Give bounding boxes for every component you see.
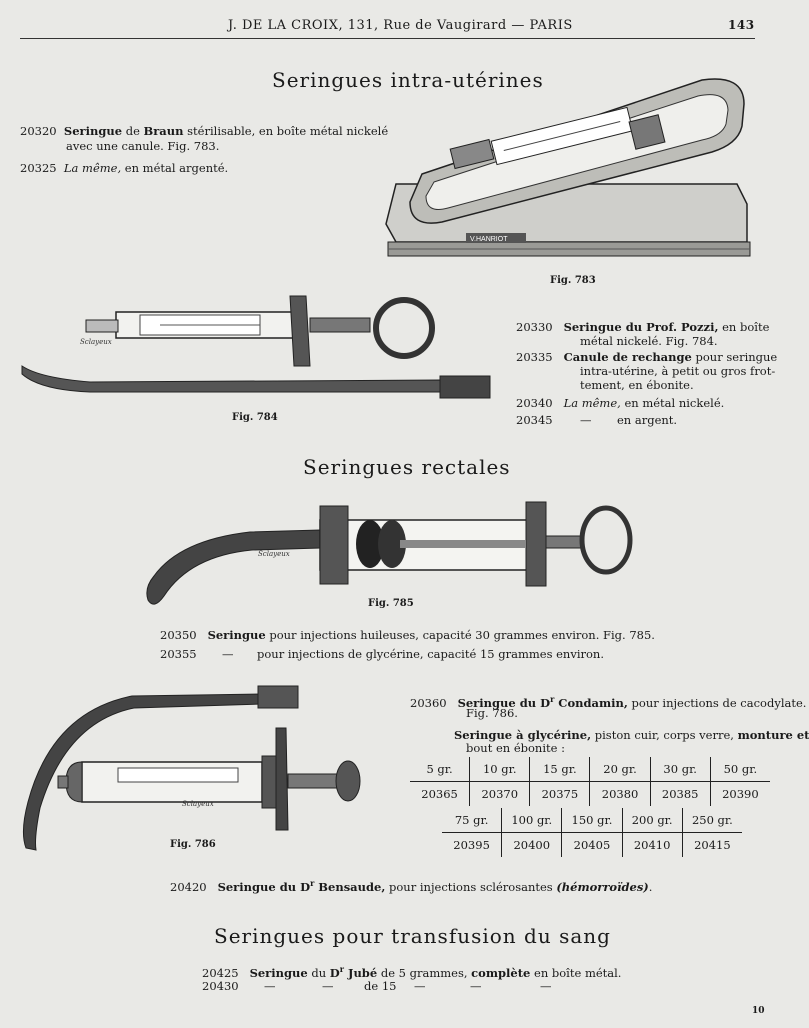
code-cell: 20385	[650, 782, 710, 807]
item-20360-line2: Fig. 786.	[466, 706, 518, 720]
size-cell: 150 gr.	[562, 808, 622, 833]
item-code: 20320	[20, 124, 57, 138]
item-code: 20420	[170, 879, 207, 894]
item-20335-line2: intra-utérine, à petit ou gros frot-	[580, 364, 776, 378]
table-row	[442, 808, 742, 833]
item-text: de	[122, 124, 144, 138]
code-cell: 20405	[562, 833, 622, 858]
item-text: pour injections sclérosantes	[385, 879, 557, 894]
item-label: D	[329, 965, 340, 980]
item-20345-dash: —	[580, 413, 592, 427]
size-cell: 200 gr.	[622, 808, 682, 833]
figure-784-illustration	[20, 288, 494, 408]
size-cell: 100 gr.	[502, 808, 562, 833]
figure-786-caption: Fig. 786	[170, 839, 216, 850]
item-label: Canule de rechange	[563, 350, 692, 364]
item-label: Seringue	[63, 124, 123, 138]
header-rule	[20, 38, 755, 39]
item-label: Seringue du Prof. Pozzi,	[563, 320, 719, 334]
item-20335	[516, 350, 777, 365]
item-code: 20350	[160, 628, 197, 642]
table-row	[442, 833, 742, 858]
page-number: 143	[728, 18, 755, 32]
table-row	[410, 782, 770, 807]
item-20320-line2: avec une canule. Fig. 783.	[66, 139, 220, 153]
code-cell: 20375	[530, 782, 590, 807]
size-cell: 30 gr.	[650, 757, 710, 782]
item-label: Braun	[143, 124, 184, 138]
section-title-rectales: Seringues rectales	[303, 455, 511, 479]
item-20430-text: de 15	[364, 979, 397, 993]
code-cell: 20365	[421, 787, 458, 801]
item-20350	[160, 628, 655, 643]
item-text: stérilisable, en boîte métal nickelé	[183, 124, 389, 138]
item-code: 20360	[410, 695, 447, 710]
figure-783-caption: Fig. 783	[550, 275, 596, 286]
item-text: en boîte métal.	[530, 965, 622, 980]
item-20345	[516, 413, 553, 428]
code-cell: 20400	[502, 833, 562, 858]
item-20355	[160, 647, 197, 662]
item-label: Jubé	[344, 965, 378, 980]
item-20425	[202, 962, 621, 981]
code-cell: 20370	[470, 782, 530, 807]
item-text: de 5 grammes,	[377, 965, 472, 980]
item-label: complète	[471, 965, 531, 980]
item-text: pour injections de cacodylate.	[627, 695, 807, 710]
publisher-line: J. DE LA CROIX, 131, Rue de Vaugirard — PARIS	[228, 18, 573, 33]
item-20340	[516, 396, 724, 411]
size-cell: 50 gr.	[710, 757, 770, 782]
item-label: La même,	[63, 161, 122, 175]
item-code: 20425	[202, 965, 239, 980]
size-cell: 250 gr.	[682, 808, 742, 833]
item-label: Seringue du D	[217, 879, 311, 894]
item-label: Seringue	[207, 628, 266, 642]
item-code: 20355	[160, 647, 197, 661]
item-text: en boîte	[718, 320, 770, 334]
item-label: (hémorroïdes)	[556, 879, 649, 894]
item-label-sup: r	[550, 694, 555, 704]
item-code: 20345	[516, 413, 553, 427]
item-label: Seringue à glycérine,	[454, 728, 592, 742]
footer-mark: 10	[752, 1006, 765, 1016]
item-text: pour injections huileuses, capacité 30 grammes environ. Fig. 785.	[265, 628, 655, 642]
item-20430-dash: —	[322, 979, 334, 993]
size-cell: 15 gr.	[530, 757, 590, 782]
glycerine-desc-line2: bout en ébonite :	[466, 741, 565, 755]
item-20325	[20, 161, 228, 176]
item-text: en métal nickelé.	[620, 396, 725, 410]
item-text: du	[307, 965, 330, 980]
price-table-1	[410, 757, 770, 806]
code-cell: 20395	[453, 838, 490, 852]
item-20330-line2: métal nickelé. Fig. 784.	[580, 334, 718, 348]
item-label: Condamin,	[554, 695, 628, 710]
item-code: 20330	[516, 320, 553, 334]
item-20420	[170, 876, 652, 895]
section-title-intra: Seringues intra-utérines	[272, 68, 544, 92]
figure-785-signature: Sclayeux	[258, 550, 290, 558]
item-20430-dash: —	[540, 979, 552, 993]
size-cell: 10 gr.	[470, 757, 530, 782]
size-cell: 75 gr.	[442, 808, 502, 833]
item-label: Seringue	[249, 965, 308, 980]
price-table-2	[442, 808, 742, 857]
item-code: 20340	[516, 396, 553, 410]
size-cell: 20 gr.	[590, 757, 650, 782]
code-cell: 20390	[710, 782, 770, 807]
figure-786-illustration	[22, 682, 366, 858]
item-20430-dash: —	[414, 979, 426, 993]
item-20430-dash: —	[470, 979, 482, 993]
item-label: Bensaude,	[314, 879, 386, 894]
item-code: 20335	[516, 350, 553, 364]
item-20330	[516, 320, 769, 335]
item-20345-text: en argent.	[617, 413, 678, 427]
item-20355-text: pour injections de glycérine, capacité 15 grammes environ.	[257, 647, 604, 661]
size-cell: 5 gr.	[410, 757, 470, 782]
section-title-transfusion: Seringues pour transfusion du sang	[214, 924, 611, 948]
figure-783-illustration	[382, 74, 754, 270]
item-text: piston cuir, corps verre,	[591, 728, 738, 742]
item-text: pour seringue	[691, 350, 778, 364]
item-20355-dash: —	[222, 647, 234, 661]
item-text: en métal argenté.	[121, 161, 229, 175]
item-20430-dash: —	[264, 979, 276, 993]
item-code: 20325	[20, 161, 57, 175]
code-cell: 20415	[682, 833, 742, 858]
figure-786-signature: Sclayeux	[182, 800, 214, 808]
code-cell: 20380	[590, 782, 650, 807]
item-label: Seringue du D	[457, 695, 551, 710]
figure-784-caption: Fig. 784	[232, 412, 278, 423]
figure-785-caption: Fig. 785	[368, 598, 414, 609]
item-text: .	[648, 879, 653, 894]
item-20430-code: 20430	[202, 979, 239, 993]
figure-784-signature: Sclayeux	[80, 338, 112, 346]
item-20335-line3: tement, en ébonite.	[580, 378, 694, 392]
item-label: monture et	[737, 728, 809, 742]
code-cell: 20410	[622, 833, 682, 858]
item-label: La même,	[563, 396, 621, 410]
item-label-sup: r	[310, 878, 315, 888]
item-label-sup: r	[339, 964, 344, 974]
table-row	[410, 757, 770, 782]
item-20320	[20, 124, 388, 139]
figure-783-brand: V.HANRIOT	[470, 236, 508, 243]
